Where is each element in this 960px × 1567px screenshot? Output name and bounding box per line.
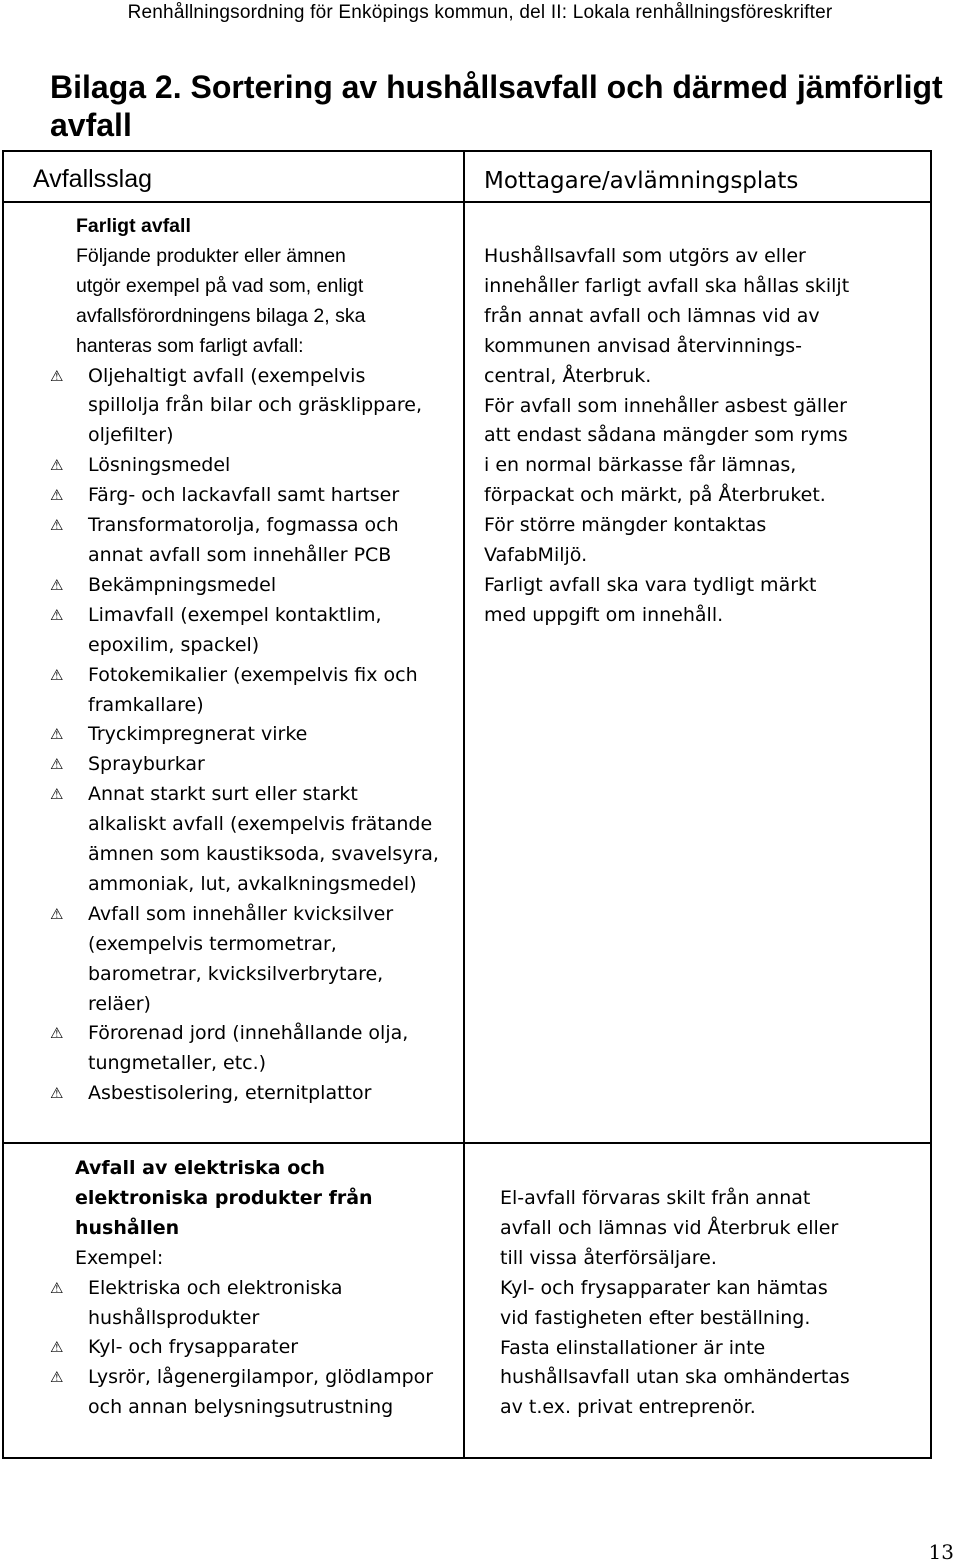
- intro-line: utgör exempel på vad som, enligt: [76, 274, 364, 297]
- item-text: och annan belysningsutrustning: [88, 1396, 394, 1419]
- list-item: [50, 1079, 455, 1109]
- page-title: [50, 68, 960, 144]
- item-text: (exempelvis termometrar,: [88, 932, 337, 955]
- hazardous-waste-heading: Farligt avfall: [76, 215, 191, 237]
- warning-bullet-icon: ⚠: [50, 1024, 64, 1043]
- receiver-line: i en normal bärkasse får lämnas,: [484, 454, 797, 477]
- item-text: ämnen som kaustiksoda, svavelsyra,: [88, 843, 439, 866]
- column-header-receiver: Mottagare/avlämningsplats: [484, 168, 799, 194]
- item-text: oljefilter): [88, 424, 174, 447]
- item-text: Elektriska och elektroniska: [88, 1276, 343, 1299]
- electronic-waste-heading: Avfall av elektriska och: [75, 1157, 326, 1179]
- page-number: 13: [928, 1540, 954, 1564]
- item-text: Oljehaltigt avfall (exempelvis: [88, 364, 366, 387]
- list-item: [50, 571, 455, 601]
- electronic-waste-cell: [50, 1154, 460, 1423]
- electronic-waste-receiver-cell: [500, 1184, 925, 1423]
- table-border-right: [930, 150, 932, 1459]
- receiver-line: Hushållsavfall som utgörs av eller: [484, 245, 806, 267]
- list-item: [50, 1274, 460, 1334]
- receiver-line: VafabMiljö.: [484, 544, 588, 567]
- table-header-divider: [2, 201, 932, 203]
- receiver-line: El-avfall förvaras skilt från annat: [500, 1187, 811, 1209]
- hazardous-waste-receiver-cell: [484, 242, 924, 631]
- warning-bullet-icon: ⚠: [50, 665, 64, 684]
- list-item: [50, 720, 455, 750]
- receiver-line: avfall och lämnas vid Återbruk eller: [500, 1216, 839, 1239]
- list-item: [50, 511, 455, 571]
- table-border-bottom: [2, 1457, 932, 1459]
- warning-bullet-icon: ⚠: [50, 575, 64, 594]
- list-item: [50, 750, 455, 780]
- receiver-line: Fasta elinstallationer är inte: [500, 1336, 766, 1359]
- list-item: [50, 780, 455, 900]
- receiver-line: vid fastigheten efter beställning.: [500, 1306, 811, 1329]
- receiver-line: Farligt avfall ska vara tydligt märkt: [484, 573, 817, 596]
- list-item: [50, 900, 455, 1020]
- item-text: Lösningsmedel: [88, 454, 231, 477]
- list-item: [50, 661, 455, 721]
- warning-bullet-icon: ⚠: [50, 605, 64, 624]
- item-text: Avfall som innehåller kvicksilver: [88, 902, 394, 925]
- receiver-line: till vissa återförsäljare.: [500, 1246, 717, 1269]
- item-text: Fotokemikalier (exempelvis fix och: [88, 663, 418, 686]
- item-text: reläer): [88, 992, 151, 1015]
- item-text: Limavfall (exempel kontaktlim,: [88, 603, 382, 626]
- item-text: Sprayburkar: [88, 753, 205, 776]
- list-item: [50, 601, 455, 661]
- receiver-line: central, Återbruk.: [484, 364, 652, 387]
- list-item: [50, 362, 455, 452]
- receiver-line: kommunen anvisad återvinnings-: [484, 334, 803, 357]
- list-item: [50, 481, 455, 511]
- intro-line: Följande produkter eller ämnen: [76, 244, 346, 267]
- hazardous-waste-cell: [50, 212, 455, 1109]
- intro-line: hanteras som farligt avfall:: [76, 334, 304, 357]
- item-text: hushållsprodukter: [88, 1306, 260, 1329]
- receiver-line: innehåller farligt avfall ska hållas skiljt: [484, 274, 850, 297]
- receiver-line: hushållsavfall utan ska omhändertas: [500, 1366, 850, 1389]
- running-header: Renhållningsordning för Enköpings kommun, del II: Lokala renhållningsföreskrifter: [127, 2, 833, 23]
- warning-bullet-icon: ⚠: [50, 755, 64, 774]
- item-text: framkallare): [88, 693, 204, 716]
- electronic-waste-heading: elektroniska produkter från: [75, 1186, 373, 1209]
- list-item: [50, 1363, 460, 1423]
- receiver-line: av t.ex. privat entreprenör.: [500, 1396, 756, 1419]
- warning-bullet-icon: ⚠: [50, 725, 64, 744]
- item-text: tungmetaller, etc.): [88, 1052, 267, 1075]
- warning-bullet-icon: ⚠: [50, 366, 64, 385]
- warning-bullet-icon: ⚠: [50, 785, 64, 804]
- receiver-line: att endast sådana mängder som ryms: [484, 424, 848, 447]
- item-text: Transformatorolja, fogmassa och: [88, 514, 399, 537]
- warning-bullet-icon: ⚠: [50, 1368, 64, 1387]
- item-text: ammoniak, lut, avkalkningsmedel): [88, 872, 417, 895]
- title-line: Bilaga 2. Sortering av hushållsavfall och därmed jämförligt: [50, 69, 943, 105]
- intro-line: avfallsförordningens bilaga 2, ska: [76, 304, 366, 327]
- item-text: barometrar, kvicksilverbrytare,: [88, 962, 384, 985]
- item-text: Asbestisolering, eternitplattor: [88, 1082, 372, 1105]
- receiver-line: För avfall som innehåller asbest gäller: [484, 394, 847, 417]
- item-text: Annat starkt surt eller starkt: [88, 783, 358, 806]
- receiver-line: med uppgift om innehåll.: [484, 603, 724, 626]
- title-line: avfall: [50, 107, 132, 143]
- receiver-line: från annat avfall och lämnas vid av: [484, 304, 820, 327]
- table-row-divider: [2, 1142, 932, 1144]
- item-text: annat avfall som innehåller PCB: [88, 543, 392, 566]
- warning-bullet-icon: ⚠: [50, 456, 64, 475]
- warning-bullet-icon: ⚠: [50, 904, 64, 923]
- table-border-top: [2, 150, 932, 152]
- item-text: Bekämpningsmedel: [88, 573, 277, 596]
- table-border-left: [2, 150, 4, 1459]
- item-text: Färg- och lackavfall samt hartser: [88, 484, 400, 507]
- item-text: Kyl- och frysapparater: [88, 1336, 299, 1359]
- item-text: spillolja från bilar och gräsklippare,: [88, 394, 423, 417]
- list-item: [50, 451, 455, 481]
- warning-bullet-icon: ⚠: [50, 1278, 64, 1297]
- warning-bullet-icon: ⚠: [50, 1338, 64, 1357]
- item-text: alkaliskt avfall (exempelvis frätande: [88, 813, 433, 836]
- list-item: [50, 1333, 460, 1363]
- warning-bullet-icon: ⚠: [50, 486, 64, 505]
- list-item: [50, 1019, 455, 1079]
- warning-bullet-icon: ⚠: [50, 1084, 64, 1103]
- warning-bullet-icon: ⚠: [50, 516, 64, 535]
- receiver-line: Kyl- och frysapparater kan hämtas: [500, 1276, 828, 1299]
- item-text: Förorenad jord (innehållande olja,: [88, 1022, 409, 1045]
- electronic-waste-heading: hushållen: [75, 1216, 180, 1239]
- table-column-divider: [463, 150, 465, 1459]
- receiver-line: förpackat och märkt, på Återbruket.: [484, 484, 826, 507]
- receiver-line: För större mängder kontaktas: [484, 514, 767, 537]
- item-text: Lysrör, lågenergilampor, glödlampor: [88, 1366, 434, 1389]
- column-header-waste-type: Avfallsslag: [33, 165, 153, 193]
- item-text: Tryckimpregnerat virke: [88, 723, 308, 746]
- intro-line: Exempel:: [75, 1246, 164, 1269]
- item-text: epoxilim, spackel): [88, 633, 260, 656]
